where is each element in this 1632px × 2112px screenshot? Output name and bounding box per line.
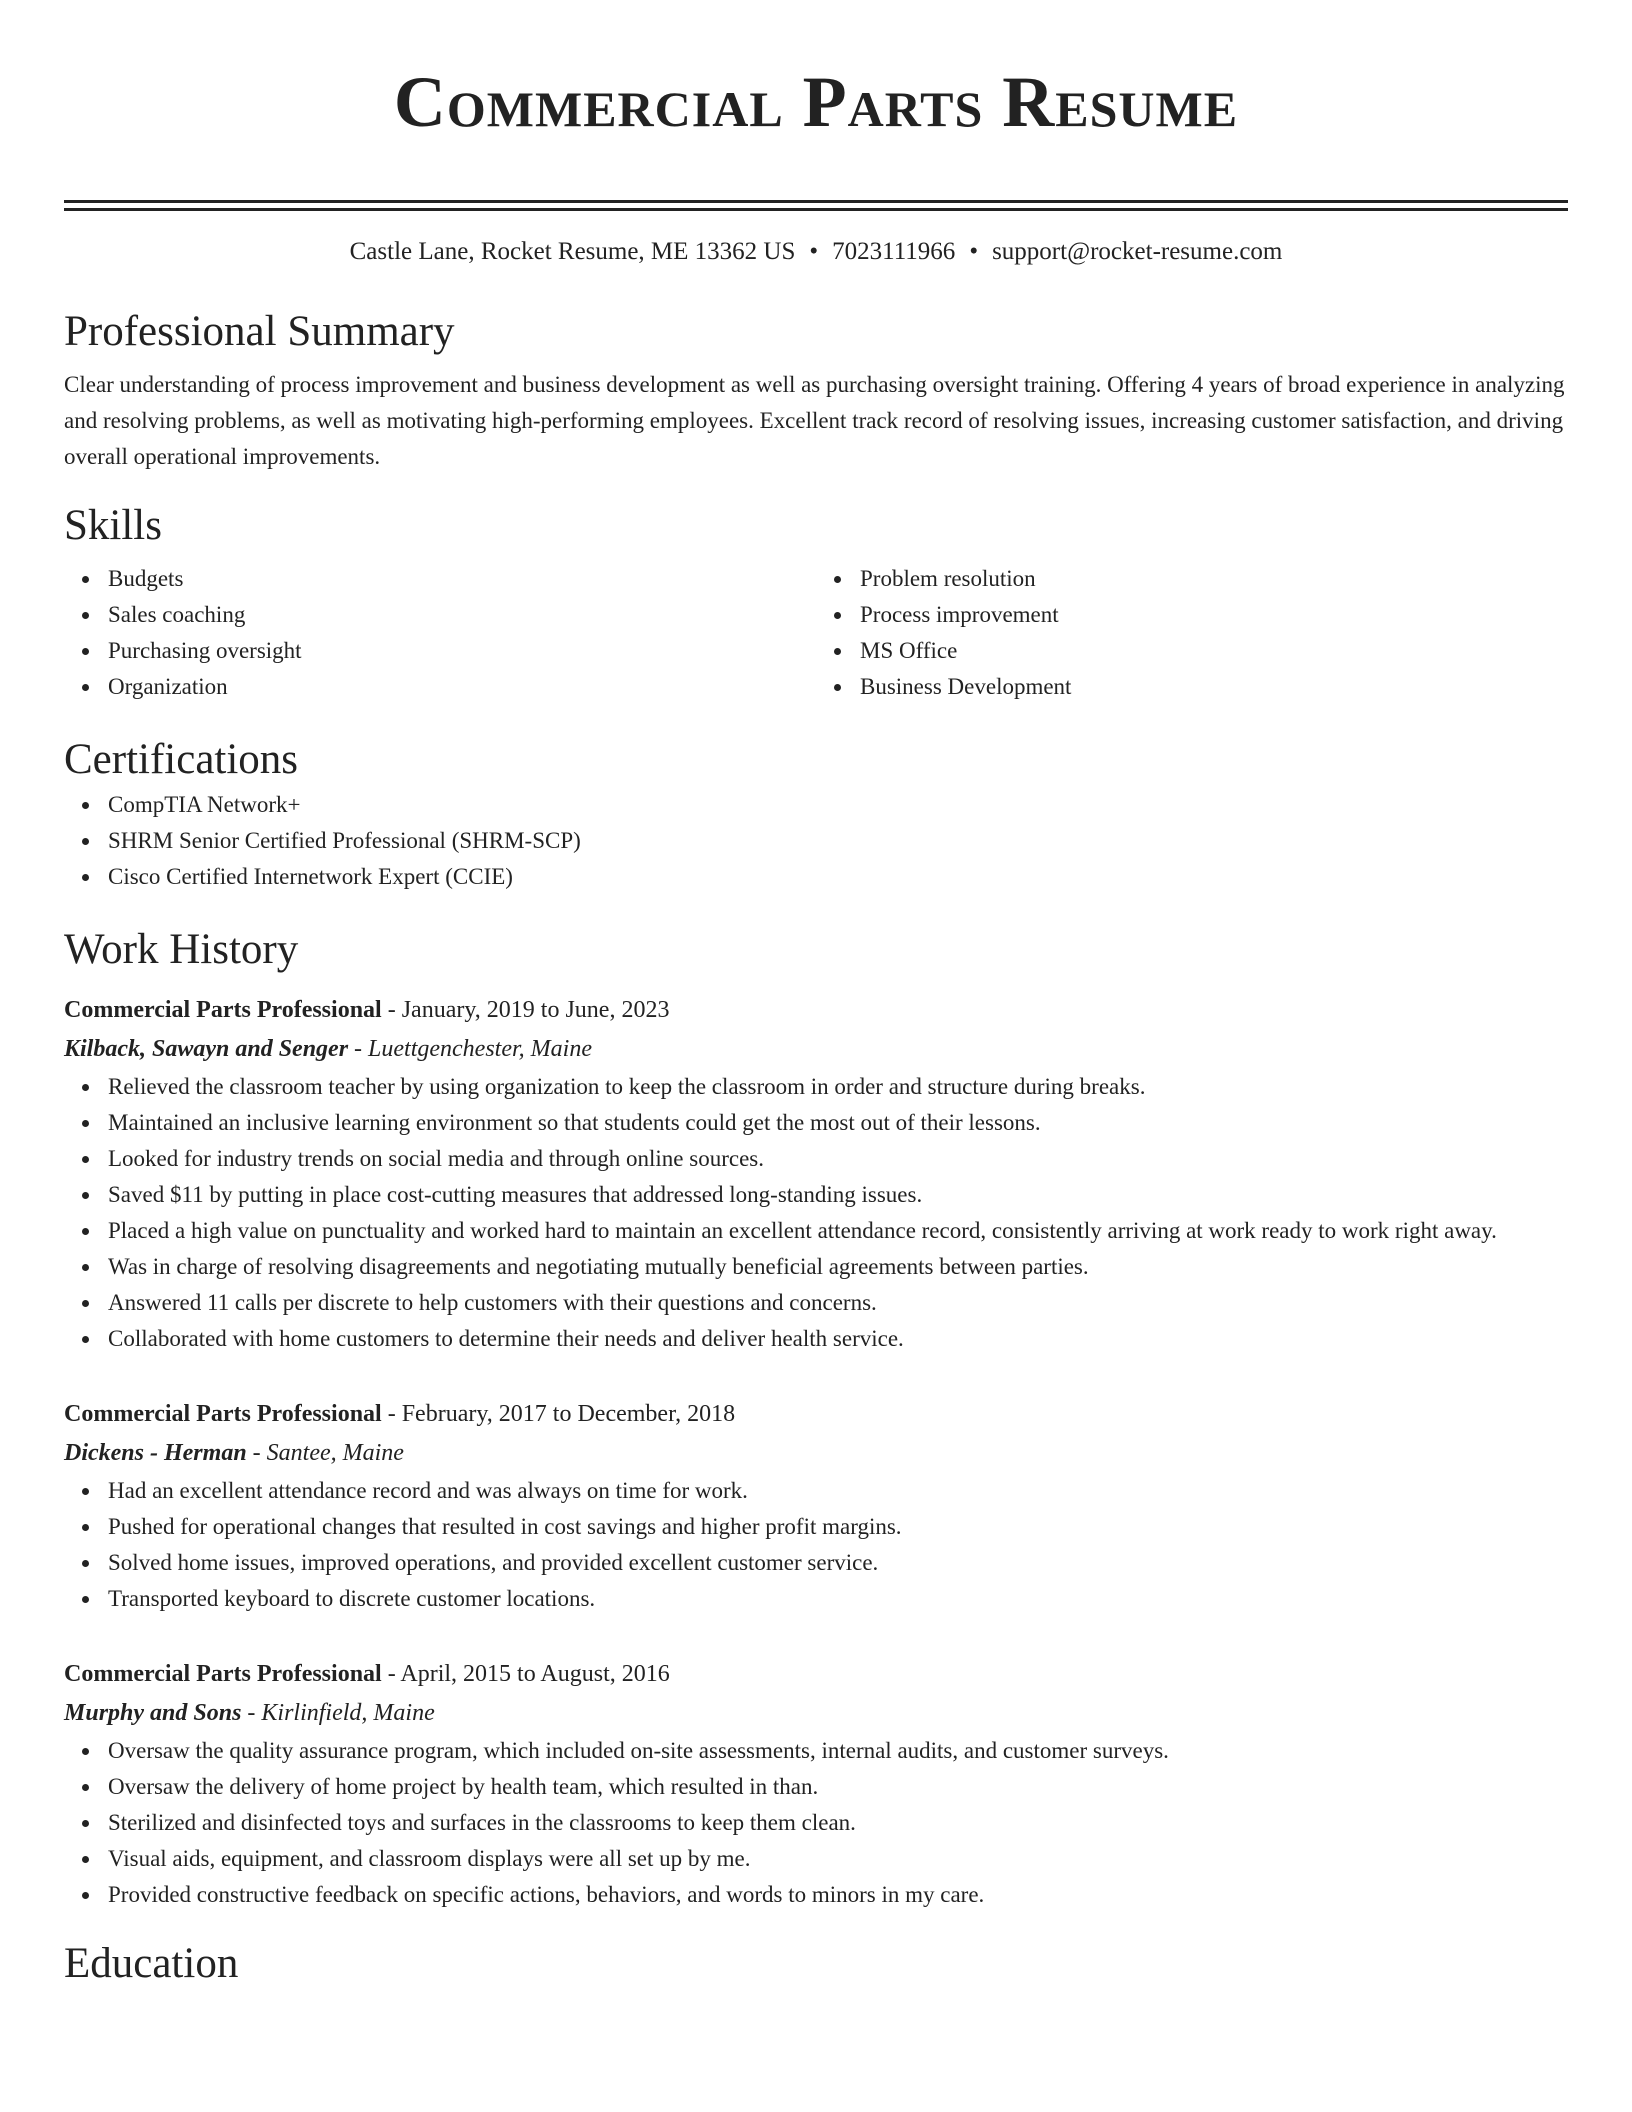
job-role: Commercial Parts Professional [64,1661,382,1687]
job-duty-item: Pushed for operational changes that resulted in cost savings and higher profit margins. [64,1509,1568,1545]
job-entry [64,1395,1568,1617]
job-role: Commercial Parts Professional [64,997,382,1023]
job-duties-list [64,1069,1568,1357]
job-location: - Santee, Maine [246,1440,404,1466]
job-entry [64,1655,1568,1913]
skill-item: Sales coaching [64,597,816,633]
job-location: - Luettgenchester, Maine [348,1036,592,1062]
skills-column-right [816,561,1568,705]
job-dates: - January, 2019 to June, 2023 [381,997,670,1023]
resume-title: Commercial Parts Resume [393,62,1239,142]
contact-email: support@rocket-resume.com [992,238,1283,265]
contact-phone: 7023111966 [832,238,956,265]
job-duty-item: Was in charge of resolving disagreements and negotiating mutually beneficial agreements between parties. [64,1249,1568,1285]
job-company: Kilback, Sawayn and Senger [64,1036,349,1062]
skills-list-right [816,561,1568,705]
job-company-line [64,1693,1568,1733]
contact-line [64,235,1568,269]
job-entry [64,991,1568,1357]
contact-separator: • [809,238,819,265]
job-duty-item: Oversaw the quality assurance program, which included on-site assessments, internal audits, and customer surveys. [64,1733,1568,1769]
job-duty-item: Provided constructive feedback on specific actions, behaviors, and words to minors in my care. [64,1877,1568,1913]
skill-item: Organization [64,669,816,705]
job-duty-item: Answered 11 calls per discrete to help customers with their questions and concerns. [64,1285,1568,1321]
job-duty-item: Solved home issues, improved operations, and provided excellent customer service. [64,1545,1568,1581]
job-duty-item: Placed a high value on punctuality and worked hard to maintain an excellent attendance record, consistently arriving at work ready to work right away. [64,1213,1568,1249]
certification-item: Cisco Certified Internetwork Expert (CCIE) [64,859,1568,895]
skill-item: Process improvement [816,597,1568,633]
job-company-line [64,1433,1568,1473]
job-title-line [64,1395,1568,1433]
work-history-heading: Work History [64,926,299,973]
job-duty-item: Maintained an inclusive learning environment so that students could get the most out of their lessons. [64,1105,1568,1141]
job-duty-item: Visual aids, equipment, and classroom displays were all set up by me. [64,1841,1568,1877]
skills-heading: Skills [64,502,162,549]
skill-item: Problem resolution [816,561,1568,597]
job-duty-item: Sterilized and disinfected toys and surfaces in the classrooms to keep them clean. [64,1805,1568,1841]
job-duties-list [64,1733,1568,1913]
job-duty-item: Looked for industry trends on social media and through online sources. [64,1141,1568,1177]
job-role: Commercial Parts Professional [64,1401,382,1427]
contact-address: Castle Lane, Rocket Resume, ME 13362 US [349,238,796,265]
job-duty-item: Saved $11 by putting in place cost-cutting measures that addressed long-standing issues. [64,1177,1568,1213]
job-location: - Kirlinfield, Maine [241,1700,435,1726]
education-heading: Education [64,1940,239,1987]
skill-item: MS Office [816,633,1568,669]
skill-item: Budgets [64,561,816,597]
job-company: Dickens - Herman [64,1440,247,1466]
skill-item: Purchasing oversight [64,633,816,669]
job-title-line [64,991,1568,1029]
certification-item: CompTIA Network+ [64,787,1568,823]
skills-column-left [64,561,816,705]
skill-item: Business Development [816,669,1568,705]
job-duty-item: Oversaw the delivery of home project by health team, which resulted in than. [64,1769,1568,1805]
skills-grid [64,561,1568,705]
summary-heading: Professional Summary [64,308,455,355]
contact-separator: • [969,238,979,265]
skills-list-left [64,561,816,705]
summary-text: Clear understanding of process improvement and business development as well as purchasing oversight training. Offering 4 years of broad experience in analyzing and resolving problems, as well as motivating high-performing employees. Excellent track record of resolving issues, increasing customer satisfaction, and driving overall operational improvements. [64,372,1565,469]
job-duty-item: Relieved the classroom teacher by using organization to keep the classroom in order and structure during breaks. [64,1069,1568,1105]
job-duties-list [64,1473,1568,1617]
job-dates: - February, 2017 to December, 2018 [381,1401,736,1427]
job-company-line [64,1029,1568,1069]
title-divider [64,200,1568,203]
job-duty-item: Had an excellent attendance record and was always on time for work. [64,1473,1568,1509]
job-duty-item: Collaborated with home customers to determine their needs and deliver health service. [64,1321,1568,1357]
certifications-list [64,787,1568,895]
job-company: Murphy and Sons [64,1700,242,1726]
certifications-heading: Certifications [64,736,299,783]
job-dates: - April, 2015 to August, 2016 [381,1661,670,1687]
certification-item: SHRM Senior Certified Professional (SHRM-SCP) [64,823,1568,859]
job-duty-item: Transported keyboard to discrete customer locations. [64,1581,1568,1617]
job-title-line [64,1655,1568,1693]
